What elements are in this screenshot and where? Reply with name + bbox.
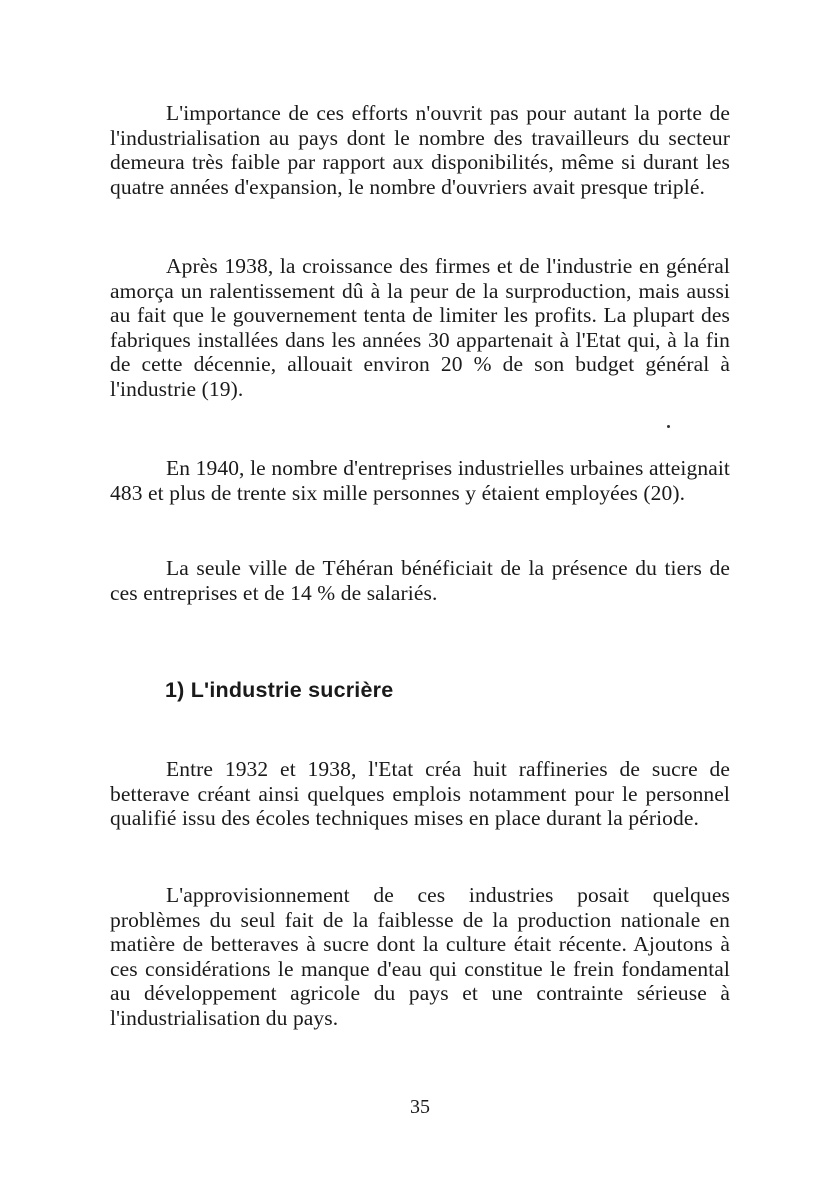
- paragraph-1940: En 1940, le nombre d'entreprises industrielles urbaines atteignait 483 et plus de trente six mille personnes y étaient employées (20).: [110, 456, 730, 505]
- scan-speck: [667, 425, 670, 428]
- paragraph-industrialisation: L'importance de ces efforts n'ouvrit pas pour autant la porte de l'industrialisation au pays dont le nombre des travailleurs du secteur demeura très faible par rapport aux disponibilités, même si durant les quatre années d'expansion, le nombre d'ouvriers avait presque triplé.: [110, 101, 730, 199]
- paragraph-approvisionnement: L'approvisionnement de ces industries posait quelques problèmes du seul fait de la faiblesse de la production nationale en matière de betteraves à sucre dont la culture était récente. Ajoutons à ces considérations le manque d'eau qui constitue le frein fondamental au développement agricole du pays et une contrainte sérieuse à l'industrialisation du pays.: [110, 883, 730, 1030]
- page-number: 35: [410, 1096, 430, 1118]
- paragraph-raffineries: Entre 1932 et 1938, l'Etat créa huit raffineries de sucre de betterave créant ainsi quelques emplois notamment pour le personnel qualifié issu des écoles techniques mises en place durant la période.: [110, 757, 730, 831]
- paragraph-apres-1938: Après 1938, la croissance des firmes et de l'industrie en général amorça un ralentissement dû à la peur de la surproduction, mais aussi au fait que le gouvernement tenta de limiter les profits. La plupart des fabriques installées dans les années 30 appartenait à l'Etat qui, à la fin de cette décennie, allouait environ 20 % de son budget général à l'industrie (19).: [110, 254, 730, 401]
- paragraph-teheran: La seule ville de Téhéran bénéficiait de la présence du tiers de ces entreprises et de 14 % de salariés.: [110, 556, 730, 605]
- section-heading: 1) L'industrie sucrière: [165, 678, 394, 702]
